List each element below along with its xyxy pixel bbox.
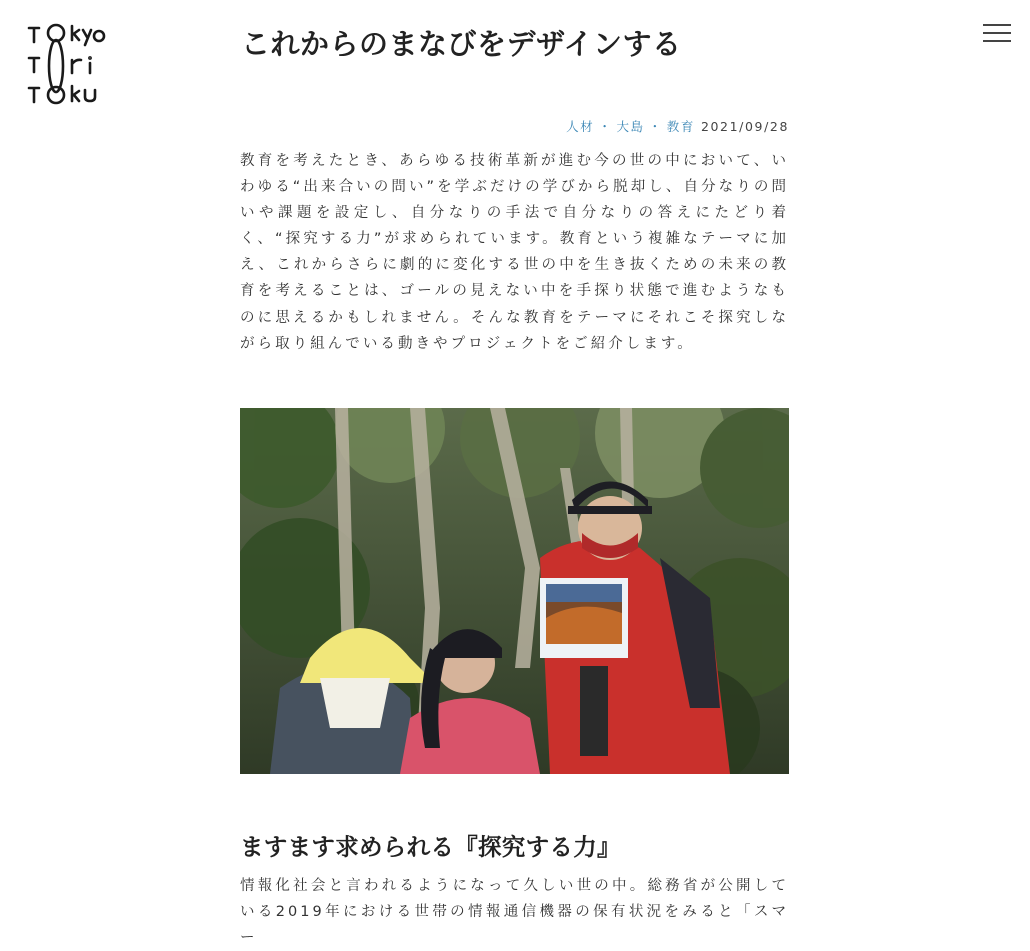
- tag-link-oshima[interactable]: 大島: [616, 119, 645, 134]
- menu-button[interactable]: [983, 22, 1012, 44]
- forest-guide-photo: [240, 408, 789, 774]
- hamburger-menu-icon: [983, 40, 1011, 42]
- tokyo-toritoku-logo: [26, 20, 118, 112]
- hamburger-menu-icon: [983, 32, 1011, 34]
- article-photo: [240, 408, 789, 774]
- site-logo[interactable]: [26, 20, 118, 112]
- article-title: これからのまなびをデザインする: [241, 27, 682, 61]
- section-paragraph: 情報化社会と言われるようになって久しい世の中。総務省が公開している2019年における世帯の情報通信機器の保有状況をみると「スマー: [240, 878, 789, 947]
- tag-link-kyoiku[interactable]: 教育: [666, 119, 695, 134]
- tag-separator: ・: [598, 119, 613, 134]
- tag-link-jinzai[interactable]: 人材: [566, 119, 595, 134]
- lead-paragraph: 教育を考えたとき、あらゆる技術革新が進む今の世の中において、いわゆる“出来合いの問い”を学ぶだけの学びから脱却し、自分なりの問いや課題を設定し、自分なりの手法で自分なりの答えにたどり着く、“探究する力”が求められています。教育という複雑なテーマに加え、これからさらに劇的に変化する世の中を生き抜くための未来の教育を考えることは、ゴールの見えない中を手探り状態で進むようなものに思えるかもしれません。そんな教育をテーマにそれこそ探究しながら取り組んでいる動きやプロジェクトをご紹介します。: [240, 153, 789, 352]
- article-meta: [566, 117, 789, 135]
- section-heading: ますます求められる『探究する力』: [240, 833, 621, 861]
- tag-separator: ・: [648, 119, 663, 134]
- hamburger-menu-icon: [983, 24, 1011, 26]
- publish-date: 2021/09/28: [700, 119, 789, 134]
